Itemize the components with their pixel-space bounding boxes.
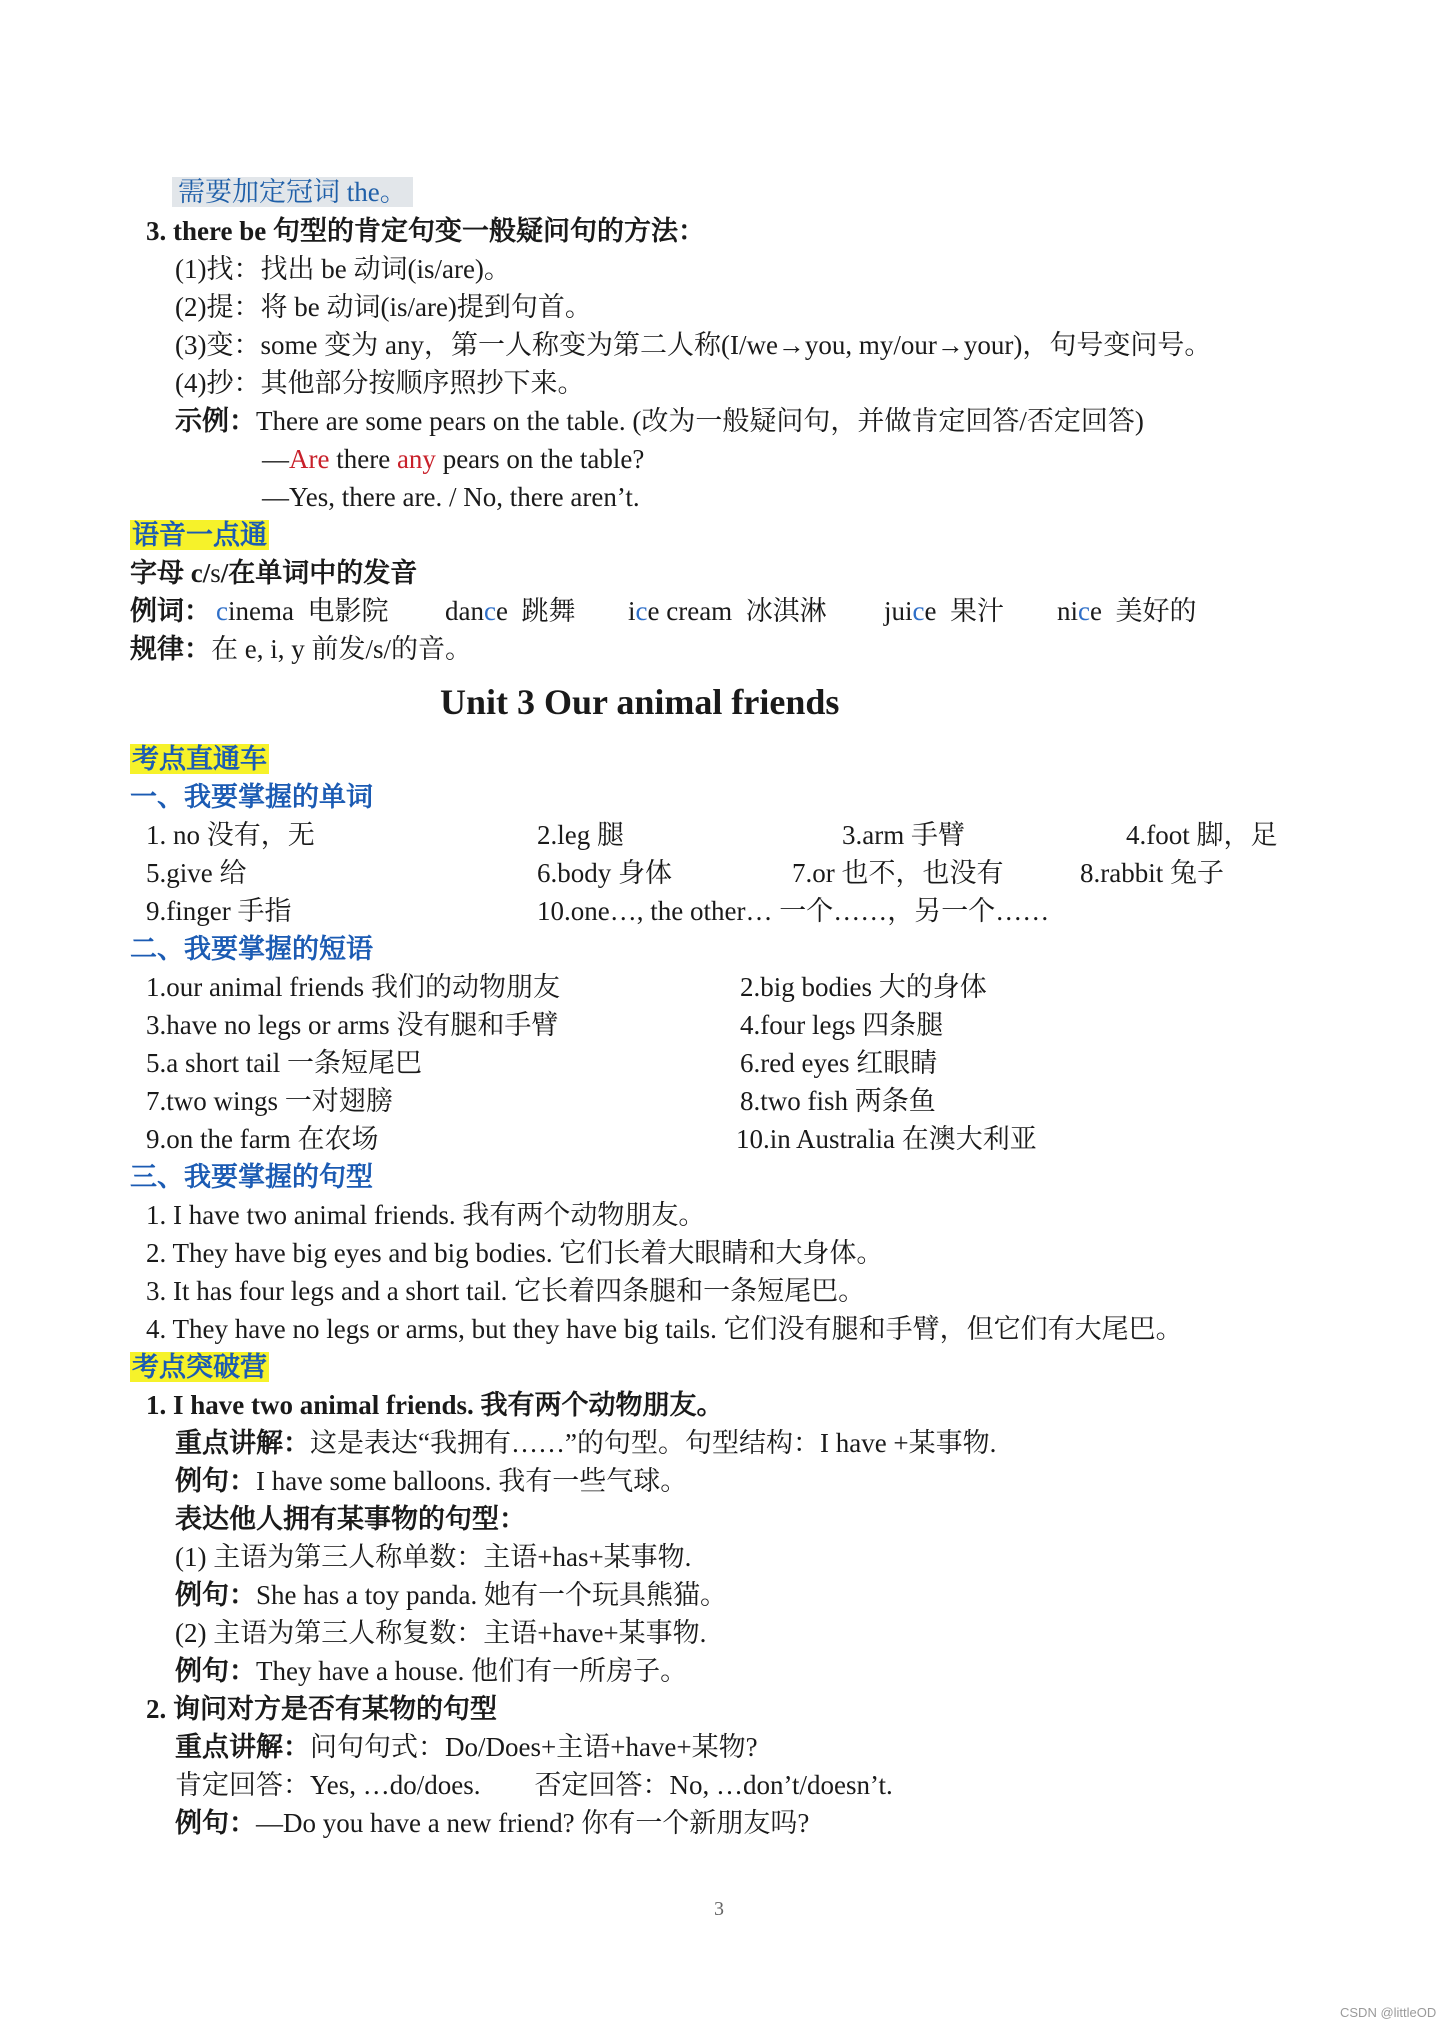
step-lift: (2)提：将 be 动词(is/are)提到句首。 <box>175 292 592 322</box>
breakthrough-tag: 考点突破营 <box>132 1352 267 1382</box>
phonics-word-dance: dance 跳舞 <box>445 596 576 626</box>
phrase-item: 4.four legs 四条腿 <box>740 1010 944 1040</box>
sentences-heading: 三、我要掌握的句型 <box>130 1162 373 1192</box>
point2-explanation: 重点讲解：问句句式：Do/Does+主语+have+某物? <box>175 1732 758 1762</box>
unit-title: Unit 3 Our animal friends <box>440 682 840 722</box>
phrase-item: 8.two fish 两条鱼 <box>740 1086 936 1116</box>
intro-note: 需要加定冠词 the。 <box>172 173 413 211</box>
point2-answers: 肯定回答：Yes, …do/does. 否定回答：No, …don’t/doesn’t. <box>175 1770 893 1800</box>
point1-example-plural: 例句：They have a house. 他们有一所房子。 <box>175 1656 688 1686</box>
phonics-word-juice: juice 果汁 <box>884 596 1004 626</box>
phonics-tag: 语音一点通 <box>132 520 267 550</box>
vocab-item: 6.body 身体 <box>537 858 672 888</box>
example-question: —Are there any pears on the table? <box>262 444 645 474</box>
phonics-rule: 规律：在 e, i, y 前发/s/的音。 <box>130 634 472 664</box>
sentence-item: 4. They have no legs or arms, but they have big tails. 它们没有腿和手臂，但它们有大尾巴。 <box>146 1314 1183 1344</box>
sentence-item: 3. It has four legs and a short tail. 它长着四条腿和一条短尾巴。 <box>146 1276 866 1306</box>
point1-explanation: 重点讲解：这是表达“我拥有……”的句型。句型结构：I have +某事物. <box>175 1428 997 1458</box>
example-line: 示例：There are some pears on the table. (改为一般疑问句，并做肯定回答/否定回答) <box>175 406 1144 436</box>
point2-example: 例句：—Do you have a new friend? 你有一个新朋友吗? <box>175 1808 810 1838</box>
phonics-word-cinema: cinema 电影院 <box>216 596 389 626</box>
phonics-word-ice-cream: ice cream 冰淇淋 <box>628 596 827 626</box>
phrase-item: 6.red eyes 红眼睛 <box>740 1048 938 1078</box>
point1-rule-plural: (2) 主语为第三人称复数：主语+have+某事物. <box>175 1618 707 1648</box>
phrase-item: 3.have no legs or arms 没有腿和手臂 <box>146 1010 559 1040</box>
vocab-item: 2.leg 腿 <box>537 820 624 850</box>
phrase-item: 5.a short tail 一条短尾巴 <box>146 1048 422 1078</box>
vocab-heading: 一、我要掌握的单词 <box>130 782 373 812</box>
point2-heading: 2. 询问对方是否有某物的句型 <box>146 1694 497 1724</box>
point1-example: 例句：I have some balloons. 我有一些气球。 <box>175 1466 688 1496</box>
phrase-item: 2.big bodies 大的身体 <box>740 972 987 1002</box>
point1-rule-singular: (1) 主语为第三人称单数：主语+has+某事物. <box>175 1542 692 1572</box>
phrase-item: 9.on the farm 在农场 <box>146 1124 379 1154</box>
exam-tag: 考点直通车 <box>132 744 267 774</box>
vocab-item: 9.finger 手指 <box>146 896 292 926</box>
phrase-item: 10.in Australia 在澳大利亚 <box>736 1124 1037 1154</box>
phrases-heading: 二、我要掌握的短语 <box>130 934 373 964</box>
sentence-item: 2. They have big eyes and big bodies. 它们长着大眼睛和大身体。 <box>146 1238 884 1268</box>
vocab-item: 1. no 没有，无 <box>146 820 315 850</box>
section3-heading: 3. there be 句型的肯定句变一般疑问句的方法： <box>146 216 705 246</box>
vocab-item: 7.or 也不，也没有 <box>792 858 1004 888</box>
point1-subheading: 表达他人拥有某事物的句型： <box>175 1504 526 1534</box>
step-copy: (4)抄：其他部分按顺序照抄下来。 <box>175 368 585 398</box>
step-change: (3)变：some 变为 any，第一人称变为第二人称(I/we→you, my/our→your)，句号变问号。 <box>175 330 1212 360</box>
vocab-item: 8.rabbit 兔子 <box>1080 858 1224 888</box>
step-find: (1)找：找出 be 动词(is/are)。 <box>175 254 511 284</box>
page-number: 3 <box>714 1898 724 1920</box>
phonics-example-label: 例词： <box>130 596 211 626</box>
vocab-item: 5.give 给 <box>146 858 247 888</box>
phrase-item: 7.two wings 一对翅膀 <box>146 1086 393 1116</box>
phonics-word-nice: nice 美好的 <box>1057 596 1197 626</box>
vocab-item: 4.foot 脚，足 <box>1126 820 1278 850</box>
point1-heading: 1. I have two animal friends. 我有两个动物朋友。 <box>146 1390 724 1420</box>
phrase-item: 1.our animal friends 我们的动物朋友 <box>146 972 560 1002</box>
sentence-item: 1. I have two animal friends. 我有两个动物朋友。 <box>146 1200 706 1230</box>
vocab-item: 3.arm 手臂 <box>842 820 965 850</box>
point1-example-singular: 例句：She has a toy panda. 她有一个玩具熊猫。 <box>175 1580 727 1610</box>
example-answer: —Yes, there are. / No, there aren’t. <box>262 482 640 512</box>
vocab-item: 10.one…, the other… 一个……，另一个…… <box>537 896 1050 926</box>
phonics-heading: 字母 c/s/在单词中的发音 <box>130 558 418 588</box>
watermark: CSDN @littleOD <box>1340 2005 1437 2020</box>
